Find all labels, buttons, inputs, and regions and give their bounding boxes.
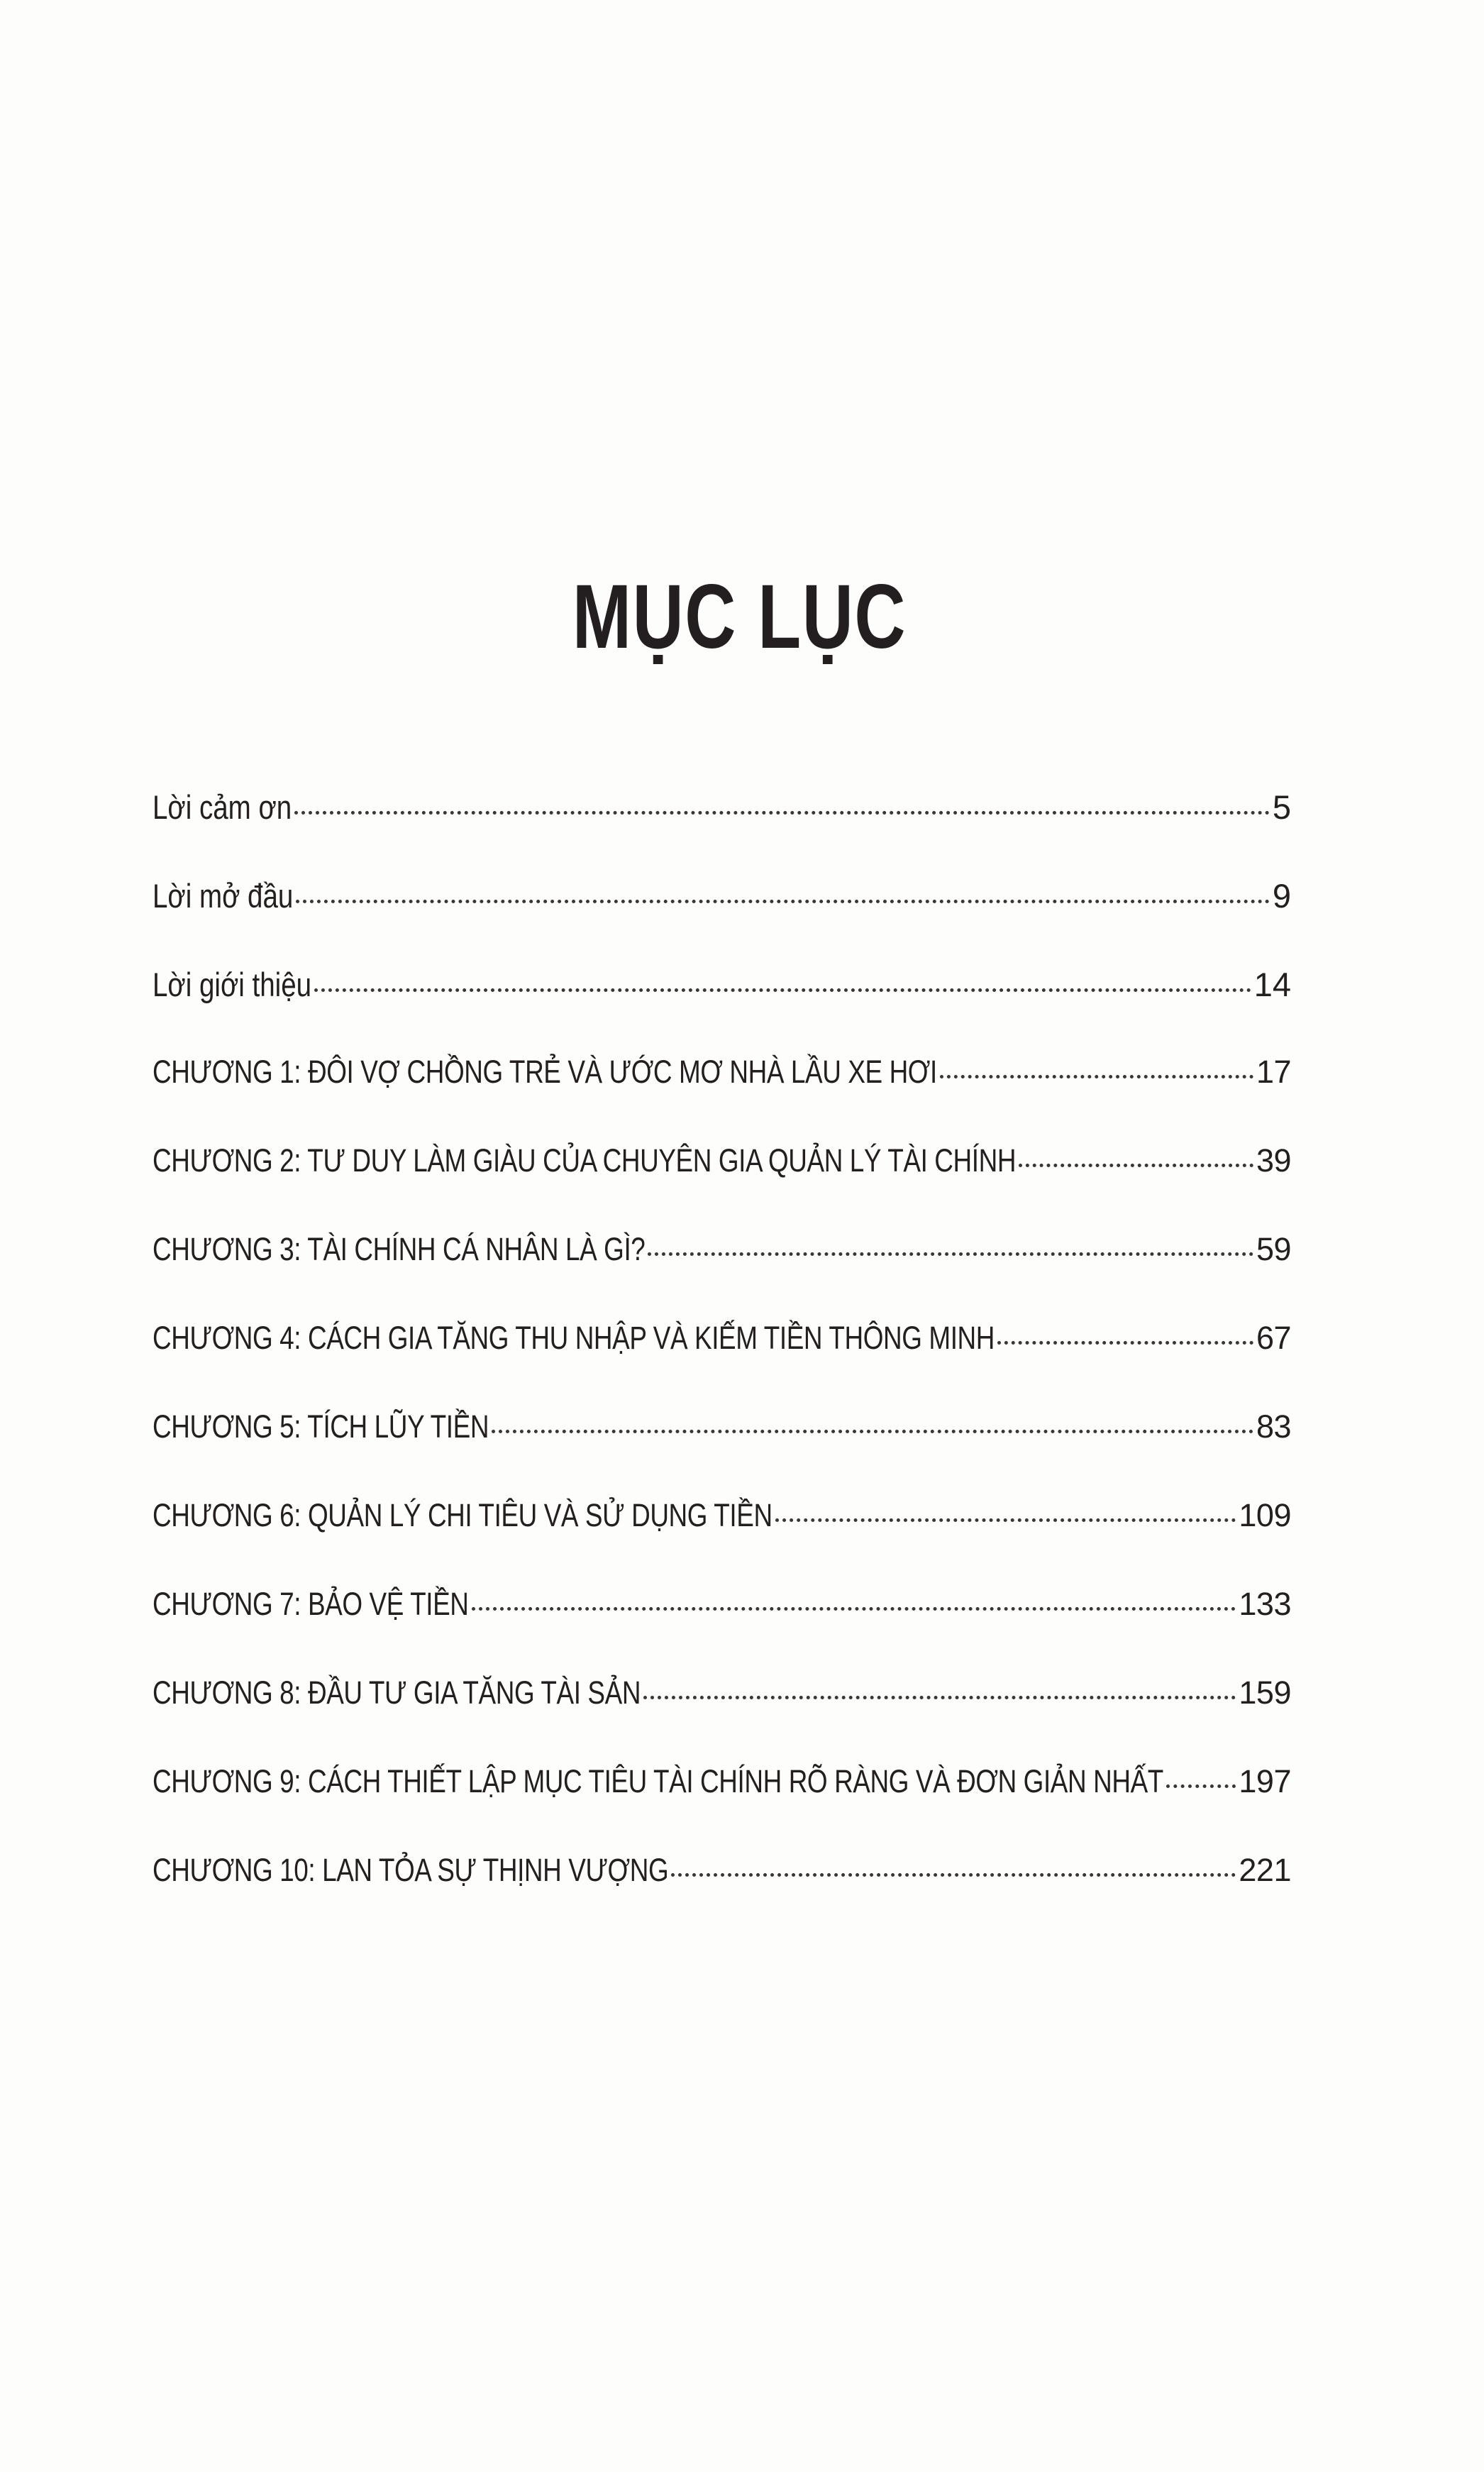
toc-entry-title: CHƯƠNG 8: ĐẦU TƯ GIA TĂNG TÀI SẢN xyxy=(153,1674,641,1711)
toc-entry-page: 159 xyxy=(1239,1674,1291,1711)
dot-leader xyxy=(671,1873,1236,1877)
dot-leader xyxy=(296,900,1270,903)
dot-leader xyxy=(472,1607,1236,1611)
toc-entry-page: 67 xyxy=(1256,1320,1291,1356)
toc-entry-title: CHƯƠNG 7: BẢO VỆ TIỀN xyxy=(153,1586,469,1622)
toc-entry xyxy=(153,1231,1291,1320)
toc-entry-page: 39 xyxy=(1256,1142,1291,1179)
toc-entry-page: 109 xyxy=(1239,1497,1291,1533)
toc-entry-title: CHƯƠNG 9: CÁCH THIẾT LẬP MỤC TIÊU TÀI CHÍNH RÕ RÀNG VÀ ĐƠN GIẢN NHẤT xyxy=(153,1763,1163,1799)
toc-entry xyxy=(153,1586,1291,1674)
dot-leader xyxy=(997,1341,1253,1345)
toc-entry-page: 197 xyxy=(1239,1763,1291,1799)
page-title: MỤC LỤC xyxy=(572,566,907,668)
toc-entry xyxy=(153,1497,1291,1586)
toc-entry xyxy=(153,1320,1291,1408)
toc-entry xyxy=(153,1674,1291,1763)
toc-entry-title: CHƯƠNG 6: QUẢN LÝ CHI TIÊU VÀ SỬ DỤNG TIỀN xyxy=(153,1497,773,1533)
toc-entry xyxy=(153,1142,1291,1231)
table-of-contents xyxy=(153,788,1291,1941)
toc-entry xyxy=(153,788,1291,876)
toc-entry-title: Lời mở đầu xyxy=(153,877,294,915)
toc-entry-title: CHƯƠNG 2: TƯ DUY LÀM GIÀU CỦA CHUYÊN GIA QUẢN LÝ TÀI CHÍNH xyxy=(153,1142,1017,1179)
dot-leader xyxy=(314,988,1251,992)
toc-entry xyxy=(153,876,1291,965)
dot-leader xyxy=(1019,1164,1253,1167)
dot-leader xyxy=(648,1252,1253,1256)
dot-leader xyxy=(294,811,1270,815)
toc-entry-page: 133 xyxy=(1239,1586,1291,1622)
toc-entry-title: CHƯƠNG 3: TÀI CHÍNH CÁ NHÂN LÀ GÌ? xyxy=(153,1231,646,1267)
toc-entry-page: 9 xyxy=(1272,877,1291,915)
toc-entry-title: CHƯƠNG 4: CÁCH GIA TĂNG THU NHẬP VÀ KIẾM TIỀN THÔNG MINH xyxy=(153,1320,995,1356)
toc-entry-page: 14 xyxy=(1253,966,1291,1003)
dot-leader xyxy=(1166,1784,1236,1788)
dot-leader xyxy=(775,1518,1236,1522)
toc-entry-title: Lời giới thiệu xyxy=(153,966,312,1003)
toc-entry xyxy=(153,965,1291,1054)
toc-entry-page: 5 xyxy=(1272,788,1291,826)
toc-entry xyxy=(153,1852,1291,1941)
toc-entry xyxy=(153,1054,1291,1142)
toc-entry-title: CHƯƠNG 10: LAN TỎA SỰ THỊNH VƯỢNG xyxy=(153,1852,669,1888)
dot-leader xyxy=(643,1696,1236,1699)
toc-entry-page: 59 xyxy=(1256,1231,1291,1267)
dot-leader xyxy=(940,1075,1253,1078)
toc-entry-title: CHƯƠNG 5: TÍCH LŨY TIỀN xyxy=(153,1408,489,1445)
toc-entry-page: 83 xyxy=(1256,1408,1291,1445)
toc-entry-title: Lời cảm ơn xyxy=(153,788,292,826)
toc-entry-page: 17 xyxy=(1256,1054,1291,1090)
toc-entry-title: CHƯƠNG 1: ĐÔI VỢ CHỒNG TRẺ VÀ ƯỚC MƠ NHÀ LẦU XE HƠI xyxy=(153,1054,937,1090)
toc-entry-page: 221 xyxy=(1239,1852,1291,1888)
toc-entry xyxy=(153,1763,1291,1852)
toc-entry xyxy=(153,1408,1291,1497)
dot-leader xyxy=(492,1430,1253,1433)
